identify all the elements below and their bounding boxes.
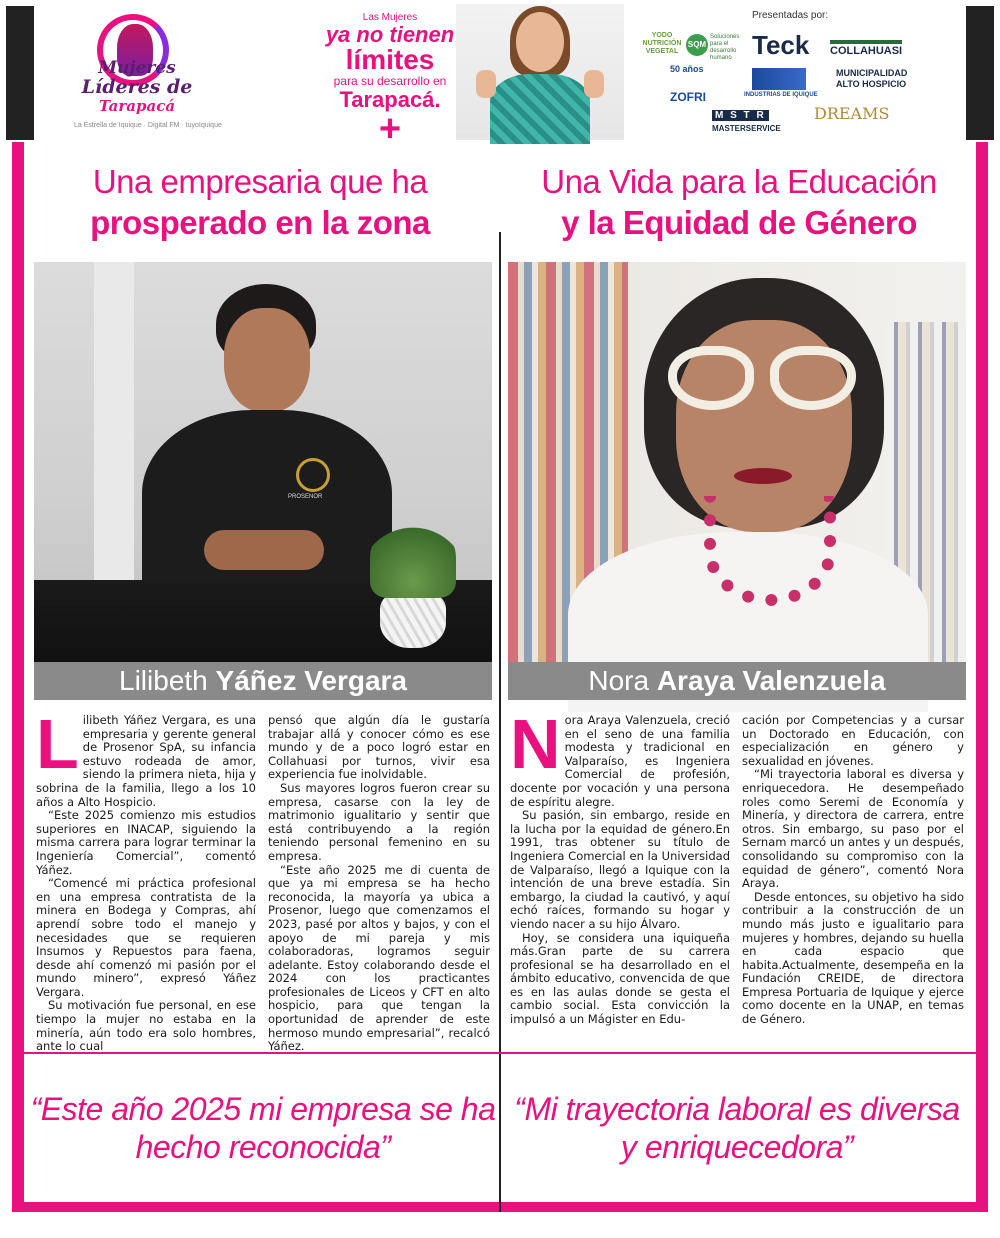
prosenor-gear-icon xyxy=(296,458,330,492)
left-pull-quote: “Este año 2025 mi empresa se ha hecho reconocida” xyxy=(30,1091,496,1165)
left-first-name: Lilibeth xyxy=(119,665,208,696)
sponsor-industrias-mark xyxy=(752,68,806,90)
left-last-name: Yáñez Vergara xyxy=(215,665,407,696)
black-shirt-shape xyxy=(142,410,392,600)
right-col1-para-3: Hoy, se considera una iquiqueña más.Gran parte de su carrera profesional se ha desarrollado en el ámbito educativo, convencida de que es en las aulas donde se gesta el cambio social. Esta convicción la impulsó a un Mágister en Edu- xyxy=(510,930,730,1027)
presented-by-label: Presentadas por: xyxy=(752,10,829,21)
mujeres-lideres-logo xyxy=(62,10,222,132)
campaign-model-photo xyxy=(456,4,624,140)
right-col1-para-2: Su pasión, sin embargo, reside en la lucha por la equidad de género.En 1991, tras obtener su título de Ingeniera Comercial en la Universidad de Valparaíso, llegó a Iquique con la intención de una breve estadía. Sin embargo, la ciudad la cautivó, y aquí echó raíces, formando su hogar y viendo nacer a su hijo Álvaro. xyxy=(510,808,730,931)
right-col2-para-1: cación por Competencias y a cursar un Doctorado en Educación, con especialización en género y sexualidad en jóvenes. xyxy=(742,713,964,768)
right-title-bold: y la Equidad de Género xyxy=(561,204,917,241)
logo-line-1: Mujeres xyxy=(98,58,176,78)
clasped-hands-shape xyxy=(204,530,324,570)
right-article-column-1 xyxy=(510,705,730,1027)
sponsor-collahuasi: COLLAHUASI xyxy=(830,40,902,57)
logo-partners: La Estrella de Iquique · Digital FM · tuyoIquique xyxy=(74,122,222,129)
plus-icon: + xyxy=(378,108,402,150)
sponsor-masterservice: MASTERSERVICE xyxy=(712,124,781,133)
face-shape xyxy=(224,308,310,412)
right-article-title xyxy=(508,162,970,244)
left-col1-para-2: “Este 2025 comienzo mis estudios superiores en INACAP, siguiendo la misma carrera para lograr terminar la Ingeniería Comercial”, comentó Yáñez. xyxy=(36,808,256,877)
campaign-slogan xyxy=(316,12,464,150)
left-col2-para-2: Sus mayores logros fueron crear su empresa, casarse con la ley de matrimonio igualitario y sentir que está contribuyendo a la región teniendo personal femenino en su empresa. xyxy=(268,780,490,863)
right-first-name: Nora xyxy=(588,665,650,696)
right-title-light: Una Vida para la Educación xyxy=(541,163,937,200)
plant-pot-shape xyxy=(380,592,446,648)
nora-nameplate xyxy=(508,662,966,700)
right-col2-para-3: Desde entonces, su objetivo ha sido contribuir a la construcción de un mundo más justo e igualitario para mujeres y hombres, dejando su huella en cada espacio que habita.Actualmente, desempeña en la Fundación CREIDE, de directora Empresa Portuaria de Iquique y ejerce como docente en la UNAP, en temas de Género. xyxy=(742,889,964,1027)
sponsor-mstr: M S T R xyxy=(712,110,769,121)
slogan-line-1: Las Mujeres xyxy=(362,12,418,23)
right-dropcap: N xyxy=(510,705,561,783)
sponsor-industrias: INDUSTRIAS DE IQUIQUE xyxy=(744,92,818,98)
bead-necklace-icon xyxy=(704,496,836,606)
right-last-name: Araya Valenzuela xyxy=(656,665,886,696)
right-col2-para-2: “Mi trayectoria laboral es diversa y enriquecedora. He desempeñado roles como Seremi de Economía y Minería, y directora de carrera, entre otros. Sin embargo, su paso por el Sernam marcó un antes y un después, consolidando su compromiso con la equidad de género”, comentó Nora Araya. xyxy=(742,767,965,891)
nora-portrait-photo xyxy=(508,262,966,700)
left-title-bold: prosperado en la zona xyxy=(90,204,430,241)
left-col2-para-3: “Este año 2025 me di cuenta de que ya mi empresa se ha hecho reconocida, la mayoría ya ubica a Prosenor, luego que comenzamos el 2023, pasé por altos y bajos, y con el apoyo de mi pareja y mis colaboradoras, logramos seguir adelante. Estoy colaborando desde el 2024 con los practicantes profesionales de Liceos y CFT en alto hospicio, para que tengan la oportunidad de aprender de este hermoso mundo empresarial”, recalcó Yáñez. xyxy=(268,862,490,1054)
shirt-logo-text: PROSENOR xyxy=(288,494,323,500)
slogan-line-4: para su desarrollo en xyxy=(333,74,447,88)
sponsor-teck: Teck xyxy=(752,30,810,60)
thumbs-up-icon xyxy=(476,70,496,98)
lilibeth-nameplate xyxy=(34,662,492,700)
header-left-bar xyxy=(6,6,34,140)
page-header xyxy=(0,0,1000,150)
sponsor-zofri: ZOFRI xyxy=(670,90,706,104)
left-col1-para-4: Su motivación fue personal, en ese tiempo la mujer no estaba en la minería, aún todo era solo hombres, ante lo cual xyxy=(36,998,256,1054)
left-article-column-1 xyxy=(36,705,256,1054)
left-col2-para-1: pensó que algún día le gustaría trabajar allá y conocer cómo es ese mundo y de a poco logró estar en Collahuasi por turnos, vivir esa experiencia fue inolvidable. xyxy=(268,713,490,782)
logo-line-3: Tarapacá xyxy=(98,97,176,115)
left-dropcap: L xyxy=(36,705,79,783)
left-article-title xyxy=(30,162,490,244)
column-divider xyxy=(499,232,501,1212)
slogan-line-5: Tarapacá. xyxy=(339,87,441,112)
sponsor-dreams: DREAMS xyxy=(814,104,890,123)
lilibeth-portrait-photo xyxy=(34,262,492,700)
left-col1-para-1: Lilibeth Yáñez Vergara, es una empresaria y gerente general de Prosenor SpA, su infancia estuvo rodeada de amor, siendo la primera nieta, hija y sobrina de la familia, llego a los 10 años a Alto Hospicio. xyxy=(36,705,256,809)
left-col1-para-3: “Comencé mi práctica profesional en una empresa contratista de la minera en Bodega y Compras, ahí aprendí sobre todo el manejo y necesidades que se requieren Insumos y Repuestos para faena, desde ahí comenzó mi pasión por el mundo minero”, expresó Yáñez Vergara. xyxy=(36,876,256,999)
right-col1-para-1: Nora Araya Valenzuela, creció en el seno de una familia modesta y tradicional en Valparaíso, es Ingeniera Comercial de profesión, docente por vocación y una persona de espíritu alegre. xyxy=(510,705,730,809)
thumbs-up-icon xyxy=(584,70,604,98)
sponsor-municipalidad: MUNICIPALIDAD ALTO HOSPICIO xyxy=(836,68,908,89)
left-article-column-2 xyxy=(268,714,490,1054)
header-right-bar xyxy=(966,6,994,140)
sponsor-sqm-tagline: Soluciones para el desarrollo humano xyxy=(710,34,740,61)
sponsor-yodo: YODO NUTRICIÓN VEGETAL xyxy=(642,32,682,55)
glasses-left-icon xyxy=(668,346,754,410)
slogan-line-2: ya no tienen xyxy=(325,22,455,47)
slogan-line-3: límites xyxy=(345,44,435,75)
left-title-light: Una empresaria que ha xyxy=(92,163,428,200)
logo-line-2: Líderes de xyxy=(81,76,193,98)
lips-shape xyxy=(734,468,792,484)
sponsor-zofri-years: 50 años xyxy=(670,64,704,74)
succulent-plant-shape xyxy=(370,518,456,598)
right-article-column-2 xyxy=(742,714,964,1027)
sponsor-sqm: SQM xyxy=(686,34,708,56)
right-pull-quote: “Mi trayectoria laboral es diversa y enriquecedora” xyxy=(514,1091,960,1165)
